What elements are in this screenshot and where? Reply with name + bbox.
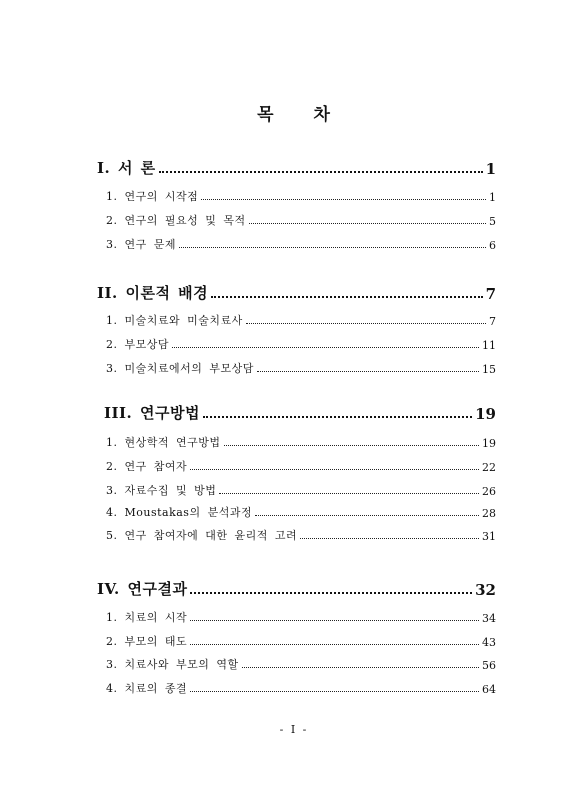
dot-leader xyxy=(242,650,479,672)
page-number: 32 xyxy=(475,581,496,599)
section-title: 4. Moustakas의 분석과정 xyxy=(106,506,253,519)
toc-section[interactable] xyxy=(0,452,588,474)
section-title: 3. 자료수집 및 방법 xyxy=(106,484,217,497)
section-title: 1. 치료의 시작 xyxy=(106,611,188,624)
page-number: 64 xyxy=(482,683,496,696)
toc-chapter[interactable] xyxy=(0,154,588,178)
page-footer-number: - I - xyxy=(279,723,309,736)
toc-section[interactable] xyxy=(0,476,588,498)
toc-section[interactable] xyxy=(0,306,588,328)
chapter-title: II. 이론적 배경 xyxy=(97,284,209,302)
section-title: 2. 부모의 태도 xyxy=(106,635,188,648)
section-title: 2. 연구 참여자 xyxy=(106,460,188,473)
page-number: 22 xyxy=(482,461,496,474)
toc-section[interactable] xyxy=(0,206,588,228)
toc-section[interactable] xyxy=(0,354,588,376)
section-title: 2. 연구의 필요성 및 목적 xyxy=(106,214,246,227)
dot-leader xyxy=(219,476,479,498)
toc-section[interactable] xyxy=(0,674,588,696)
page-number: 43 xyxy=(482,636,496,649)
dot-leader xyxy=(211,279,482,303)
dot-leader xyxy=(257,354,479,376)
section-title: 3. 연구 문제 xyxy=(106,238,176,251)
page-number: 34 xyxy=(482,612,496,625)
section-title: 5. 연구 참여자에 대한 윤리적 고려 xyxy=(106,529,298,542)
dot-leader xyxy=(300,521,479,543)
page-number: 11 xyxy=(482,339,496,352)
toc-section[interactable] xyxy=(0,521,588,543)
toc-chapter[interactable] xyxy=(0,279,588,303)
chapter-title: III. 연구방법 xyxy=(104,404,200,422)
dot-leader xyxy=(190,575,472,599)
page-number: 1 xyxy=(485,160,496,178)
page-number: 19 xyxy=(475,405,496,423)
dot-leader xyxy=(224,428,480,450)
page-number: 1 xyxy=(489,191,496,204)
dot-leader xyxy=(255,498,479,520)
toc-section[interactable] xyxy=(0,627,588,649)
section-title: 1. 연구의 시작점 xyxy=(106,190,199,203)
page-number: 5 xyxy=(489,215,496,228)
page-number: 28 xyxy=(482,507,496,520)
page-number: 26 xyxy=(482,485,496,498)
dot-leader xyxy=(249,206,486,228)
section-title: 3. 치료사와 부모의 역할 xyxy=(106,658,239,671)
toc-section[interactable] xyxy=(0,603,588,625)
page-title: 목 차 xyxy=(257,105,331,125)
chapter-title: IV. 연구결과 xyxy=(97,580,188,598)
section-title: 4. 치료의 종결 xyxy=(106,682,188,695)
chapter-title: I. 서 론 xyxy=(97,159,156,177)
section-title: 1. 현상학적 연구방법 xyxy=(106,436,221,449)
toc-section[interactable] xyxy=(0,182,588,204)
toc-section[interactable] xyxy=(0,650,588,672)
dot-leader xyxy=(190,452,479,474)
dot-leader xyxy=(172,330,479,352)
dot-leader xyxy=(190,674,479,696)
section-title: 1. 미술치료와 미술치료사 xyxy=(106,314,243,327)
page-number: 31 xyxy=(482,530,496,543)
dot-leader xyxy=(190,603,479,625)
dot-leader xyxy=(190,627,479,649)
dot-leader xyxy=(201,182,486,204)
toc-section[interactable] xyxy=(0,230,588,252)
dot-leader xyxy=(179,230,486,252)
toc-section[interactable] xyxy=(0,330,588,352)
dot-leader xyxy=(159,154,483,178)
page-number: 7 xyxy=(489,315,496,328)
dot-leader xyxy=(203,399,472,423)
page-number: 19 xyxy=(482,437,496,450)
toc-chapter[interactable] xyxy=(0,575,588,599)
toc-chapter[interactable] xyxy=(0,399,588,423)
page-number: 15 xyxy=(482,363,496,376)
section-title: 3. 미술치료에서의 부모상담 xyxy=(106,362,254,375)
page-number: 7 xyxy=(485,285,496,303)
toc-section[interactable] xyxy=(0,428,588,450)
toc-section[interactable] xyxy=(0,498,588,520)
section-title: 2. 부모상담 xyxy=(106,338,169,351)
dot-leader xyxy=(246,306,486,328)
page-number: 56 xyxy=(482,659,496,672)
page-number: 6 xyxy=(489,239,496,252)
